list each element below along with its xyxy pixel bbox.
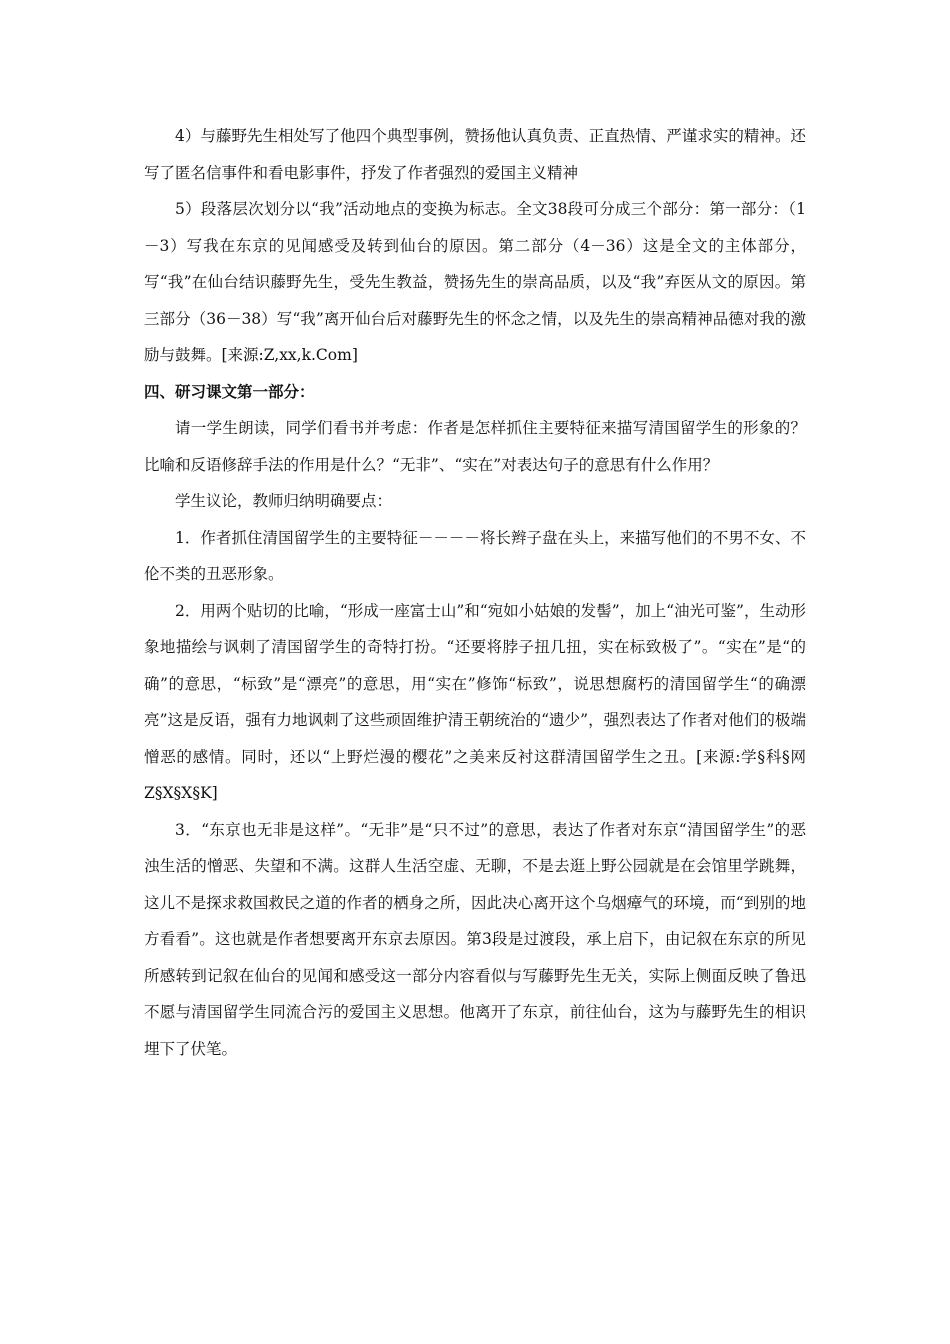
paragraph-reading-task: 请一学生朗读，同学们看书并考虑：作者是怎样抓住主要特征来描写清国留学生的形象的？比喻和反语修辞手法的作用是什么？“无非”、“实在”对表达句子的意思有什么作用？ <box>144 419 806 474</box>
document-body <box>144 118 806 1067</box>
paragraph-point-2: 2．用两个贴切的比喻，“形成一座富士山”和“宛如小姑娘的发髻”，加上“油光可鉴”，生动形象地描绘与讽刺了清国留学生的奇特打扮。“还要将脖子扭几扭，实在标致极了”。“实在”是“的确”的意思，“标致”是“漂亮”的意思，用“实在”修饰“标致”，说思想腐朽的清国留学生“的确漂亮”这是反语，强有力地讽刺了这些顽固维护清王朝统治的“遗少”，强烈表达了作者对他们的极端憎恶的感情。同时，还以“上野烂漫的樱花”之美来反衬这群清国留学生之丑。[来源:学§科§网Z§X§X§K] <box>144 601 806 802</box>
paragraph-point-3: 3．“东京也无非是这样”。“无非”是“只不过”的意思，表达了作者对东京“清国留学生”的恶浊生活的憎恶、失望和不满。这群人生活空虚、无聊，不是去逛上野公园就是在会馆里学跳舞，这儿不是探求救国救民之道的作者的栖身之所，因此决心离开这个乌烟瘴气的环境，而“到别的地方看看”。这也就是作者想要离开东京去原因。第3段是过渡段，承上启下，由记叙在东京的所见所感转到记叙在仙台的见闻和感受这一部分内容看似与写藤野先生无关，实际上侧面反映了鲁迅不愿与清国留学生同流合污的爱国主义思想。他离开了东京，前往仙台，这为与藤野先生的相识埋下了伏笔。 <box>144 820 806 1058</box>
paragraph-point-4: 4）与藤野先生相处写了他四个典型事例，赞扬他认真负责、正直热情、严谨求实的精神。还写了匿名信事件和看电影事件，抒发了作者强烈的爱国主义精神 <box>144 127 806 182</box>
paragraph-point-5: 5）段落层次划分以“我”活动地点的变换为标志。全文38段可分成三个部分：第一部分：（1－3）写我在东京的见闻感受及转到仙台的原因。第二部分（4－36）这是全文的主体部分，写“我”在仙台结识藤野先生，受先生教益，赞扬先生的崇高品质，以及“我”弃医从文的原因。第三部分（36－38）写“我”离开仙台后对藤野先生的怀念之情，以及先生的崇高精神品德对我的激励与鼓舞。[来源:Z,xx,k.Com] <box>144 200 806 364</box>
paragraph-point-1: 1．作者抓住清国留学生的主要特征－－－－将长辫子盘在头上，来描写他们的不男不女、不伦不类的丑恶形象。 <box>144 528 806 583</box>
section-heading: 四、研习课文第一部分： <box>144 382 315 401</box>
paragraph-discussion-intro: 学生议论，教师归纳明确要点： <box>175 492 393 510</box>
